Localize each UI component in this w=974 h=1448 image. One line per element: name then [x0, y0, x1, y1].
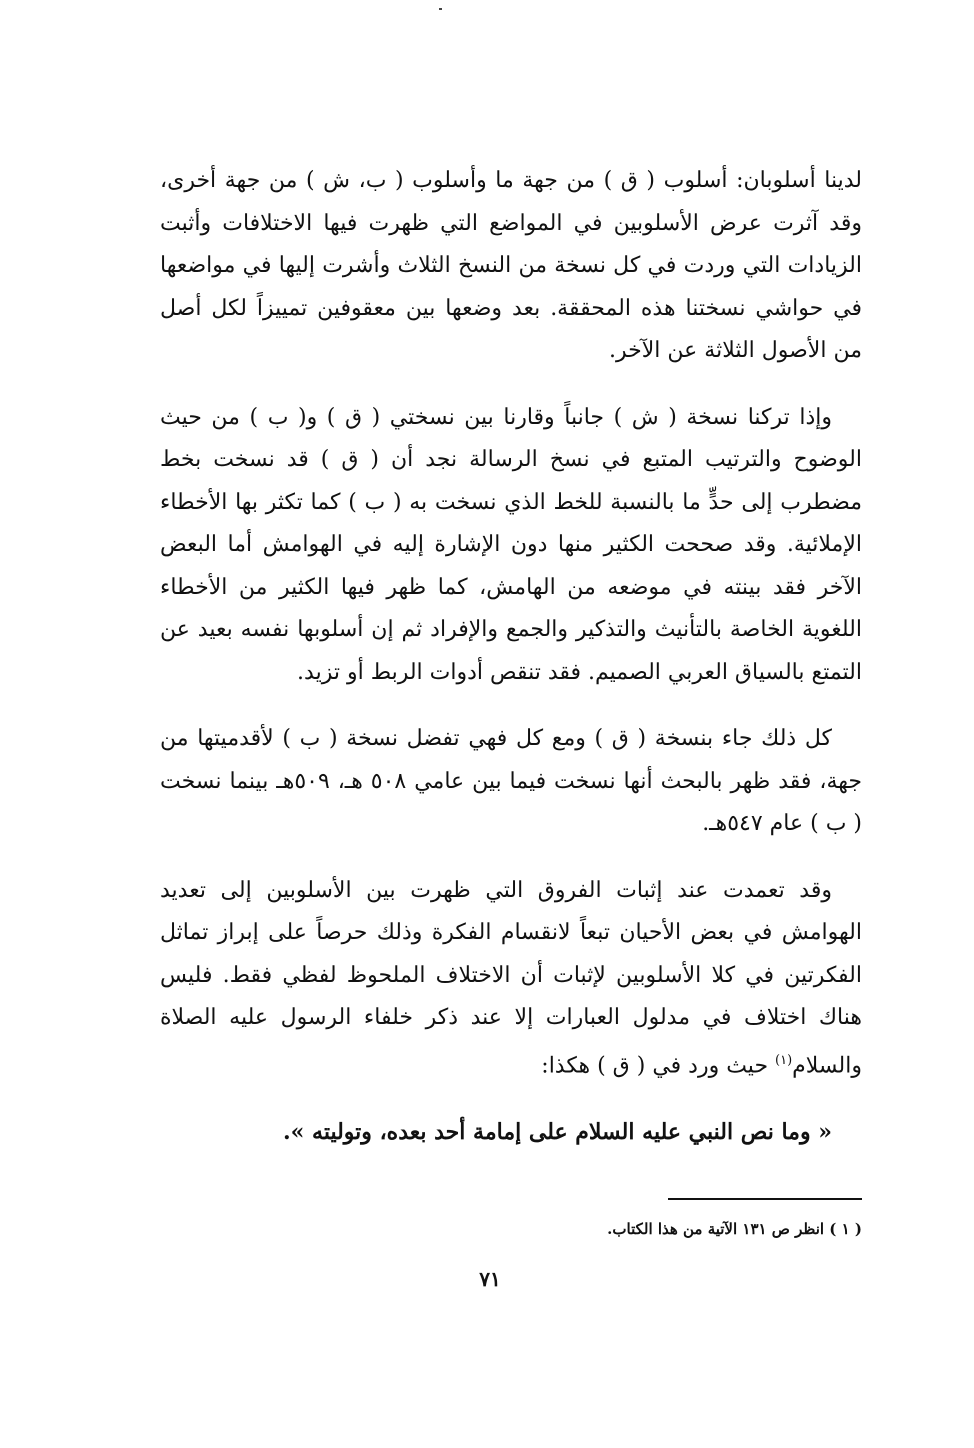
page-number: ٧١: [479, 1267, 501, 1291]
quotation: « وما نص النبي عليه السلام على إمامة أحد بعده، وتوليته ».: [282, 1119, 832, 1146]
scan-mark: [439, 8, 442, 10]
paragraph-2: وإذا تركنا نسخة ( ش ) جانباً وقارنا بين نسختي ( ق ) و( ب ) من حيث الوضوح والترتيب المتبع في نسخ الرسالة نجد أن ( ق ) قد نسخت بخط مضطرب إلى حدٍّ ما بالنسبة للخط الذي نسخت به ( ب ) كما تكثر بها الأخطاء الإملائية. وقد صححت الكثير منها دون الإشارة إليه في الهوامش أما البعض الآخر فقد بينته في موضعه من الهامش، كما ظهر فيها الكثير من الأخطاء اللغوية الخاصة بالتأنيث والتذكير والجمع والإفراد ثم إن أسلوبها نفسه بعيد عن التمتع بالسياق العربي الصميم. فقد تنقص أدوات الربط أو تزيد.: [160, 404, 862, 685]
paragraph-1: لدينا أسلوبان: أسلوب ( ق ) من جهة ما وأسلوب ( ب، ش ) من جهة أخرى، وقد آثرت عرض الأسلوبين في المواضع التي ظهرت فيها الاختلافات وأثبت الزيادات التي وردت في كل نسخة من النسخ الثلاث وأشرت إليها في مواضعها في حواشي نسختنا هذه المحققة. بعد وضعها بين معقوفين تمييزاً لكل أصل من الأصول الثلاثة عن الآخر.: [160, 168, 862, 363]
paragraph-3: كل ذلك جاء بنسخة ( ق ) ومع كل فهي تفضل نسخة ( ب ) لأقدميتها من جهة، فقد ظهر بالبحث أنها نسخت فيما بين عامي ٥٠٨ هـ، ٥٠٩هـ بينما نسخت ( ب ) عام ٥٤٧هـ.: [160, 726, 862, 836]
footnote: ( ١ ) انظر ص ١٣١ الآتية من هذا الكتاب.: [607, 1220, 862, 1238]
paragraph-4-main: وقد تعمدت عند إثبات الفروق التي ظهرت بين الأسلوبين إلى تعديد الهوامش في بعض الأحيان تبعاً لانقسام الفكرة وذلك حرصاً على إبراز تماثل الفكرتين في كلا الأسلوبين لإثبات أن الاختلاف الملحوظ لفظي فقط. فليس هناك اختلاف في مدلول العبارات إلا عند ذكر خلفاء الرسول عليه الصلاة والسلام: [160, 877, 862, 1078]
footnote-divider: [668, 1198, 862, 1200]
paragraph-4-tail: حيث ورد في ( ق ) هكذا:: [541, 1052, 776, 1078]
footnote-reference[interactable]: (١): [775, 1052, 793, 1068]
paragraph-4: [160, 870, 862, 1088]
main-text: [160, 160, 862, 1153]
